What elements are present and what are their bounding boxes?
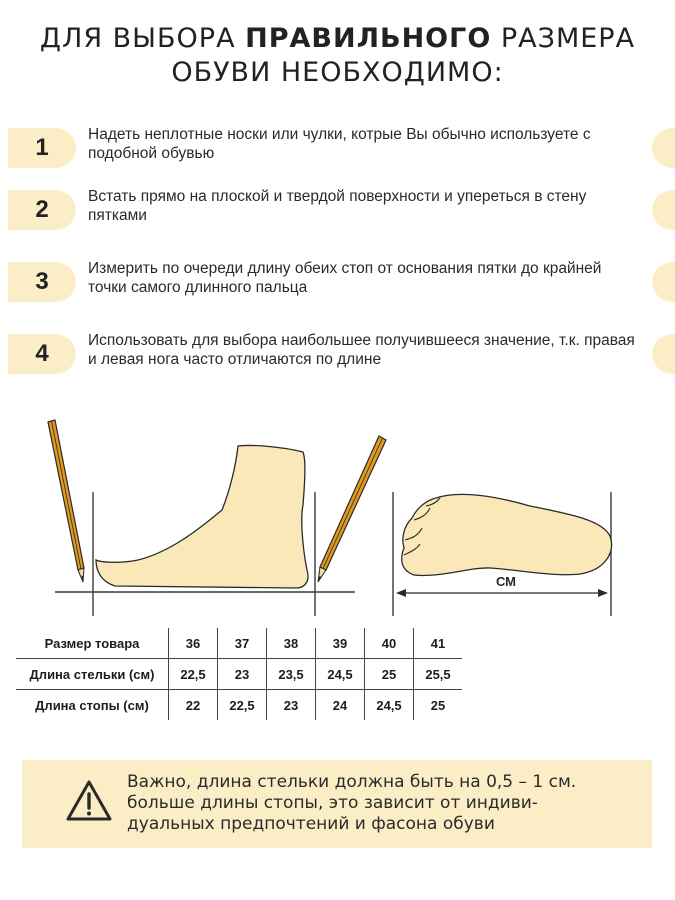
- step-2: [0, 190, 675, 230]
- step-number: 1: [35, 134, 49, 161]
- table-cell: 23: [267, 690, 316, 721]
- table-cell: 37: [218, 628, 267, 659]
- step-number: 3: [35, 268, 49, 295]
- table-cell: 23: [218, 659, 267, 690]
- table-cell: 25: [414, 690, 463, 721]
- title-line-2: ОБУВИ НЕОБХОДИМО:: [171, 57, 504, 88]
- table-cell: 23,5: [267, 659, 316, 690]
- table-cell: 25,5: [414, 659, 463, 690]
- step-text: Измерить по очереди длину обеих стоп от основания пятки до крайней точки самого длинного пальца: [88, 260, 602, 296]
- title-emphasis: ПРАВИЛЬНОГО: [245, 23, 492, 54]
- table-cell: 40: [365, 628, 414, 659]
- left-pencil-icon: [48, 420, 84, 582]
- important-note: [22, 760, 652, 848]
- table-cell: 24: [316, 690, 365, 721]
- row-label: Размер товара: [16, 628, 169, 659]
- table-cell: 24,5: [316, 659, 365, 690]
- table-cell: 38: [267, 628, 316, 659]
- decorative-pill: [652, 262, 675, 302]
- table-cell: 24,5: [365, 690, 414, 721]
- page-title: [0, 22, 675, 90]
- foot-measurement-illustration: [0, 410, 675, 620]
- step-text: Использовать для выбора наибольшее получившееся значение, т.к. правая и левая нога часто отличаются по длине: [88, 332, 635, 368]
- table-cell: 39: [316, 628, 365, 659]
- foot-side-view: [96, 445, 308, 588]
- title-line-1: ДЛЯ ВЫБОРА ПРАВИЛЬНОГО РАЗМЕРА: [39, 23, 636, 54]
- step-number: 2: [35, 196, 49, 223]
- table-row: [16, 628, 462, 659]
- decorative-pill: [652, 128, 675, 168]
- row-label: Длина стопы (см): [35, 697, 149, 713]
- table-cell: 22,5: [218, 690, 267, 721]
- right-pencil-icon: [318, 436, 386, 582]
- table-row: [16, 659, 462, 690]
- note-text: Важно, длина стельки должна быть на 0,5 – 1 см. больше длины стопы, это зависит от индиви- дуальных предпочтений и фасона обуви: [127, 772, 577, 834]
- decorative-pill: [652, 334, 675, 374]
- unit-label: СМ: [495, 574, 517, 589]
- table-cell: 22: [169, 690, 218, 721]
- measurement-arrow: [396, 589, 608, 597]
- step-number: 4: [35, 340, 49, 367]
- step-1: [0, 128, 675, 168]
- footprint: [402, 494, 612, 575]
- step-text: Надеть неплотные носки или чулки, котрые Вы обычно используете с подобной обувью: [88, 126, 591, 162]
- step-text: Встать прямо на плоской и твердой поверхности и упереться в стену пятками: [88, 188, 587, 224]
- table-cell: 22,5: [169, 659, 218, 690]
- table-cell: 36: [169, 628, 218, 659]
- warning-icon: [64, 778, 114, 824]
- table-cell: 41: [414, 628, 463, 659]
- table-row: [16, 690, 462, 721]
- size-table: [16, 628, 462, 720]
- step-4: [0, 334, 675, 374]
- step-3: [0, 262, 675, 302]
- decorative-pill: [652, 190, 675, 230]
- table-cell: 25: [365, 659, 414, 690]
- row-label: Длина стельки (см): [16, 659, 169, 690]
